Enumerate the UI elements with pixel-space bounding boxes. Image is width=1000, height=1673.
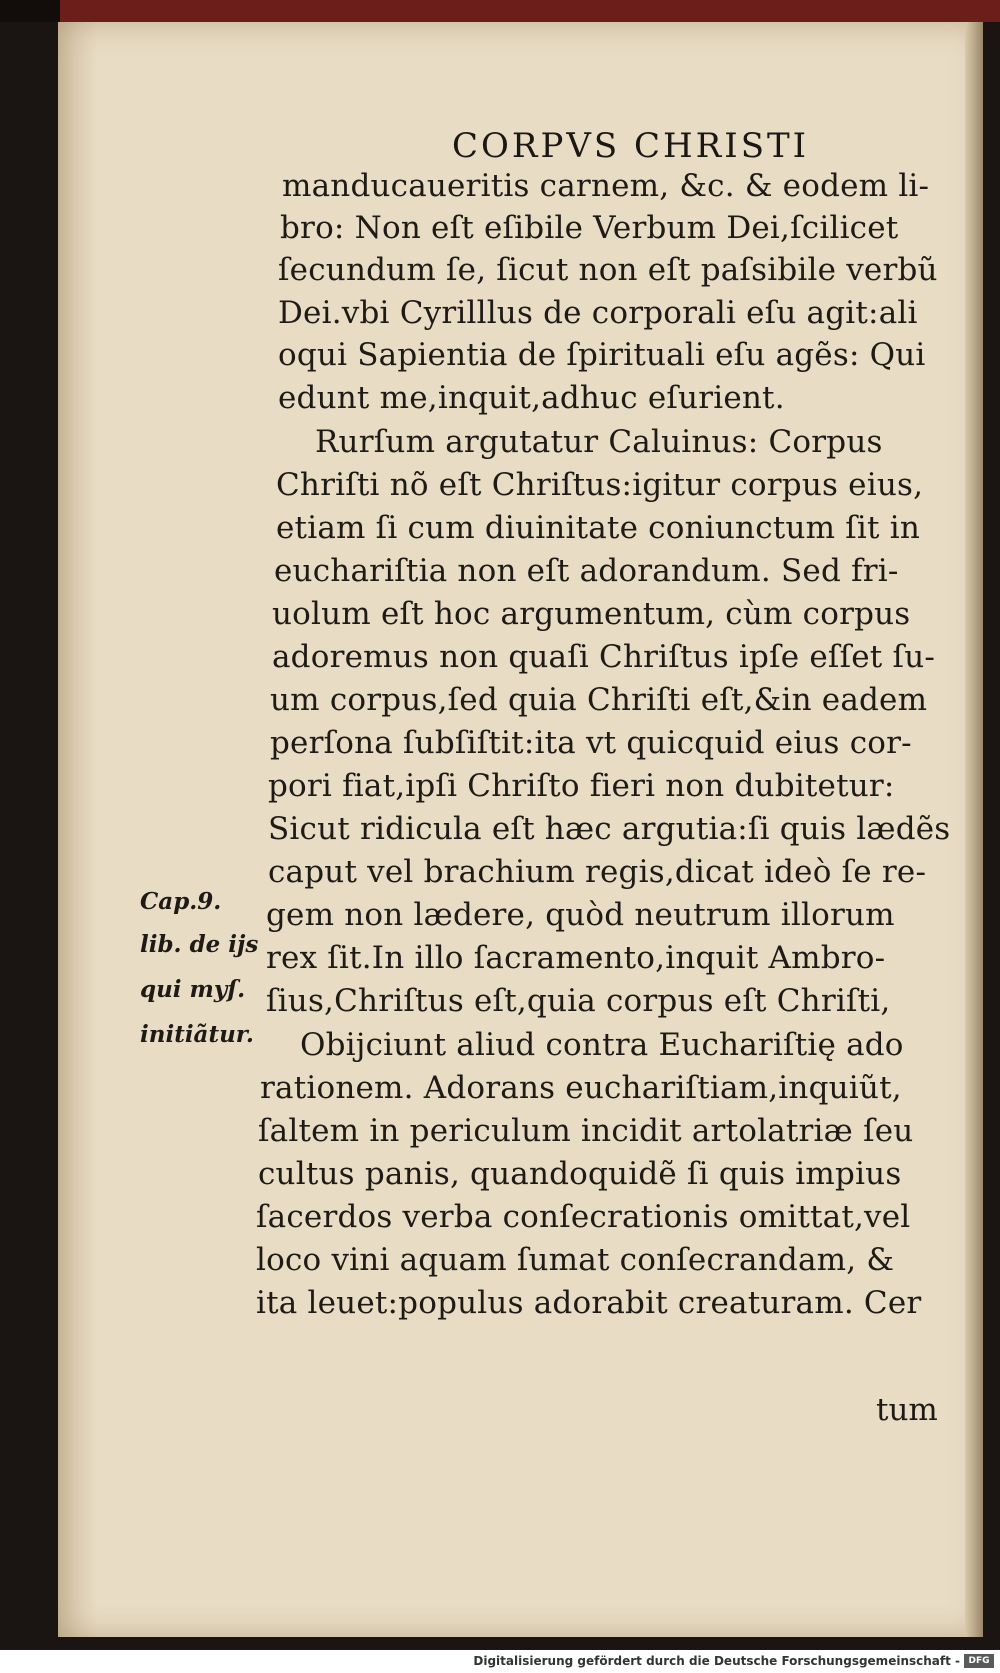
marginal-note: initiãtur. (140, 1021, 254, 1048)
marginal-note: qui myſ. (140, 976, 246, 1003)
marginal-note: lib. de ijs (140, 931, 259, 958)
text-line: perſona ſubſiſtit:ita vt quicquid eius cor- (270, 725, 912, 761)
text-line: rex ſit.In illo ſacramento,inquit Ambro- (266, 940, 886, 976)
text-line: Dei.vbi Cyrilllus de corporali eſu agit:ali (278, 295, 918, 331)
page-gutter-shade (58, 22, 98, 1637)
funding-credit: Digitalisierung gefördert durch die Deutsche Forschungsgemeinschaft - (473, 1654, 960, 1668)
text-line: edunt me,inquit,adhuc eſurient. (278, 380, 785, 416)
scan-top-edge (0, 0, 1000, 22)
text-line: ita leuet:populus adorabit creaturam. Cer (256, 1285, 922, 1321)
text-line: ſecundum ſe, ſicut non eſt paſsibile verbũ (278, 252, 938, 288)
text-line: adoremus non quaſi Chriſtus ipſe eſſet ſu- (272, 639, 936, 675)
running-head: CORPVS CHRISTI (452, 126, 810, 166)
text-line: ſacerdos verba conſecrationis omittat,vel (256, 1199, 911, 1235)
dfg-logo-icon: DFG (964, 1654, 994, 1668)
text-line: ſaltem in periculum incidit artolatriæ ſeu (258, 1113, 914, 1149)
text-line: um corpus,ſed quia Chriſti eſt,&in eadem (270, 682, 928, 718)
text-line: pori fiat,ipſi Chriſto fieri non dubitetur: (268, 768, 895, 804)
text-line: Rurſum argutatur Caluinus: Corpus (315, 424, 883, 460)
text-line: oqui Sapientia de ſpirituali eſu agẽs: Qui (278, 337, 926, 373)
text-line: ſius,Chriſtus eſt,quia corpus eſt Chriſti, (266, 983, 891, 1019)
text-line: manducaueritis carnem, &c. & eodem li- (282, 168, 930, 204)
text-line: Obijciunt aliud contra Euchariſtię ado (300, 1027, 904, 1063)
text-line: Sicut ridicula eſt hæc argutia:ſi quis lædẽs (268, 811, 951, 847)
text-line: gem non lædere, quòd neutrum illorum (266, 897, 895, 933)
text-line: Chriſti nõ eſt Chriſtus:igitur corpus eius, (276, 467, 924, 503)
catchword: tum (876, 1392, 938, 1428)
text-line: uolum eſt hoc argumentum, cùm corpus (272, 596, 911, 632)
page-edge (965, 22, 983, 1637)
text-line: loco vini aquam ſumat conſecrandam, & (256, 1242, 895, 1278)
text-line: euchariſtia non eſt adorandum. Sed fri- (274, 553, 899, 589)
marginal-note: Cap.9. (140, 888, 222, 915)
text-line: caput vel brachium regis,dicat ideò ſe re- (268, 854, 927, 890)
text-line: rationem. Adorans euchariſtiam,inquiũt, (260, 1070, 902, 1106)
text-line: cultus panis, quandoquidẽ ſi quis impius (258, 1156, 902, 1192)
text-line: bro: Non eſt eſibile Verbum Dei,ſcilicet (280, 210, 899, 246)
text-line: etiam ſi cum diuinitate coniunctum ſit in (276, 510, 921, 546)
digitization-footer (0, 1650, 1000, 1673)
